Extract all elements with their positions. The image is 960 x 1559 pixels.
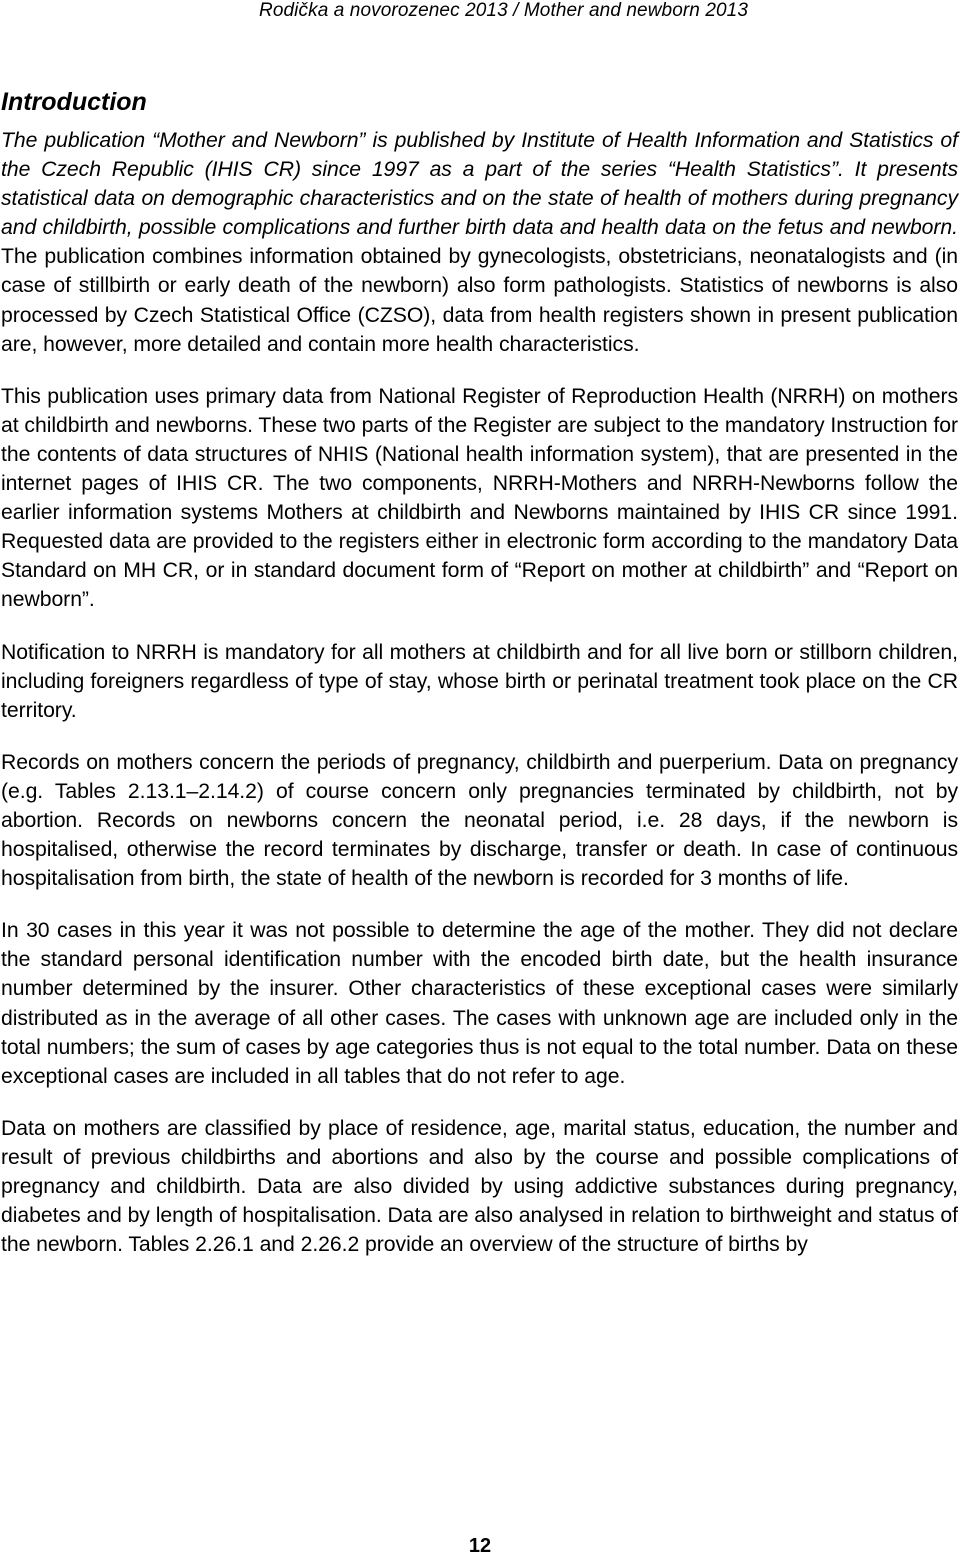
document-body <box>1 86 958 1282</box>
paragraph-classification <box>1 1114 958 1259</box>
paragraph-segment: Records on mothers concern the periods of pregnancy, childbirth and puerperium. Data on pregnancy (e.g. Tables 2.13.1–2.14.2) of course concern only pregnancies terminated by childbirth, not by abortion. Records on newborns concern the neonatal period, i.e. 28 days, if the newborn is hospitalised, otherwise the record terminates by discharge, transfer or death. In case of continuous hospitalisation from birth, the state of health of the newborn is recorded for 3 months of life. <box>1 750 958 891</box>
paragraph-segment: The publication combines information obtained by gynecologists, obstetricians, neonatalogists and (in case of stillbirth or early death of the newborn) also form pathologists. Statistics of newborns is also processed by Czech Statistical Office (CZSO), data from health registers shown in present publication are, however, more detailed and contain more health characteristics. <box>1 245 958 356</box>
page-number: 12 <box>468 1535 492 1557</box>
paragraph-segment: Notification to NRRH is mandatory for all mothers at childbirth and for all live born or stillborn children, including foreigners regardless of type of stay, whose birth or perinatal treatment took place on the CR territory. <box>1 640 958 722</box>
paragraph-publication-overview <box>1 126 958 359</box>
section-title: Introduction <box>1 88 147 116</box>
paragraph-segment: This publication uses primary data from National Register of Reproduction Health (NRRH) on mothers at childbirth and newborns. These two parts of the Register are subject to the mandatory Instruction for the contents of data structures of NHIS (National health information system), that are presented in the internet pages of IHIS CR. The two components, NRRH-Mothers and NRRH-Newborns follow the earlier information systems Mothers at childbirth and Newborns maintained by IHIS CR since 1991. Requested data are provided to the registers either in electronic form according to the mandatory Data Standard on MH CR, or in standard document form of “Report on mother at childbirth” and “Report on newborn”. <box>1 384 958 612</box>
paragraph-notification <box>1 638 958 725</box>
paragraph-segment: Data on mothers are classified by place of residence, age, marital status, education, the number and result of previous childbirths and abortions and also by the course and possible complications of pregnancy and childbirth. Data are also divided by using addictive substances during pregnancy, diabetes and by length of hospitalisation. Data are also analysed in relation to birthweight and status of the newborn. Tables 2.26.1 and 2.26.2 provide an overview of the structure of births by <box>1 1116 958 1257</box>
paragraph-data-sources <box>1 382 958 615</box>
paragraph-unknown-age <box>1 916 958 1091</box>
paragraph-segment: In 30 cases in this year it was not possible to determine the age of the mother. They did not declare the standard personal identification number with the encoded birth date, but the health insurance number determined by the insurer. Other characteristics of these exceptional cases were similarly distributed as in the average of all other cases. The cases with unknown age are included only in the total numbers; the sum of cases by age categories thus is not equal to the total number. Data on these exceptional cases are included in all tables that do not refer to age. <box>1 919 958 1088</box>
paragraph-segment: The publication “Mother and Newborn” is published by Institute of Health Information and Statistics of the Czech Republic (IHIS CR) since 1997 as a part of the series “Health Statistics”. It presents statistical data on demographic characteristics and on the state of health of mothers during pregnancy and childbirth, possible complications and further birth data and health data on the fetus and newborn. <box>1 129 958 240</box>
running-header: Rodička a novorozenec 2013 / Mother and newborn 2013 <box>259 0 748 21</box>
paragraph-record-periods <box>1 748 958 893</box>
